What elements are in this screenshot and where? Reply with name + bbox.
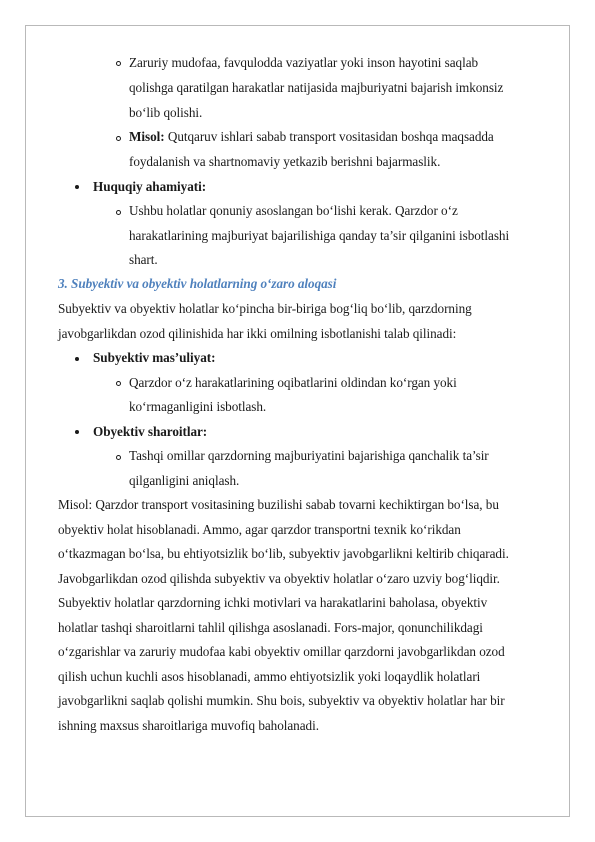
example-label: Misol:	[129, 129, 165, 144]
example-text: foydalanish va shartnomaviy yetkazib berishni bajarmaslik.	[129, 154, 441, 169]
paragraph-line: Javobgarlikdan ozod qilishda subyektiv va obyektiv holatlar o‘zaro uzviy bog‘liqdir.	[58, 571, 500, 586]
legal-significance-title: Huquqiy ahamiyati:	[93, 179, 207, 194]
list-item-text: Zaruriy mudofaa, favqulodda vaziyatlar yoki inson hayotini saqlab	[129, 55, 479, 70]
sub-bullet-icon	[116, 136, 121, 141]
paragraph-line: javobgarlikni saqlab qolishi mumkin. Shu bois, subyektiv va obyektiv holatlar har bir	[58, 693, 505, 708]
paragraph-line: Subyektiv va obyektiv holatlar ko‘pincha bir-biriga bog‘liq bo‘lib, qarzdorning	[58, 301, 472, 316]
list-item-text: shart.	[129, 252, 158, 267]
list-item-text: Ushbu holatlar qonuniy asoslangan bo‘lishi kerak. Qarzdor o‘z	[129, 203, 458, 218]
sub-bullet-icon	[116, 381, 121, 386]
example-item	[129, 129, 494, 145]
paragraph-line: ishning maxsus sharoitlariga muvofiq baholanadi.	[58, 718, 319, 733]
paragraph-line: Misol: Qarzdor transport vositasining buzilishi sabab tovarni kechiktirgan bo‘lsa, bu	[58, 497, 499, 512]
paragraph-line: qilish uchun kuchli asos hisoblanadi, ammo ehtiyotsizlik yoki loqaydlik holatlari	[58, 669, 481, 684]
list-item-text: ko‘rmaganligini isbotlash.	[129, 399, 267, 414]
sub-bullet-icon	[116, 61, 121, 66]
list-item-text: Tashqi omillar qarzdorning majburiyatini bajarishiga qanchalik ta’sir	[129, 448, 489, 463]
paragraph-line: Subyektiv holatlar qarzdorning ichki motivlari va harakatlarini baholasa, obyektiv	[58, 595, 488, 610]
section-heading: 3. Subyektiv va obyektiv holatlarning o‘zaro aloqasi	[58, 276, 337, 291]
sub-bullet-icon	[116, 210, 121, 215]
bullet-icon	[75, 357, 79, 361]
subjective-title: Subyektiv mas’uliyat:	[93, 350, 216, 365]
paragraph-line: o‘zgarishlar va zaruriy mudofaa kabi obyektiv omillar qarzdorni javobgarlikdan ozod	[58, 644, 505, 659]
sub-bullet-icon	[116, 455, 121, 460]
bullet-icon	[75, 430, 79, 434]
list-item-text: harakatlarining majburiyat bajarilishiga qanday ta’sir qilganini isbotlashi	[129, 228, 510, 243]
paragraph-line: holatlar tashqi sharoitlarni tahlil qilishga asoslanadi. Fors-major, qonunchilikdagi	[58, 620, 483, 635]
example-text: Qutqaruv ishlari sabab transport vositasidan boshqa maqsadda	[164, 129, 494, 144]
list-item-text: qolishga qaratilgan harakatlar natijasida majburiyatni bajarish imkonsiz	[129, 80, 504, 95]
list-item-text: qilganligini aniqlash.	[129, 473, 240, 488]
bullet-icon	[75, 185, 79, 189]
objective-title: Obyektiv sharoitlar:	[93, 424, 208, 439]
paragraph-line: javobgarlikdan ozod qilinishida har ikki omilning isbotlanishi talab qilinadi:	[58, 326, 457, 341]
paragraph-line: obyektiv holat hisoblanadi. Ammo, agar qarzdor transportni texnik ko‘rikdan	[58, 522, 461, 537]
list-item-text: Qarzdor o‘z harakatlarining oqibatlarini oldindan ko‘rgan yoki	[129, 375, 457, 390]
list-item-text: bo‘lib qolishi.	[129, 105, 203, 120]
paragraph-line: o‘tkazmagan bo‘lsa, bu ehtiyotsizlik bo‘lib, subyektiv javobgarlikni keltirib chiqaradi.	[58, 546, 509, 561]
